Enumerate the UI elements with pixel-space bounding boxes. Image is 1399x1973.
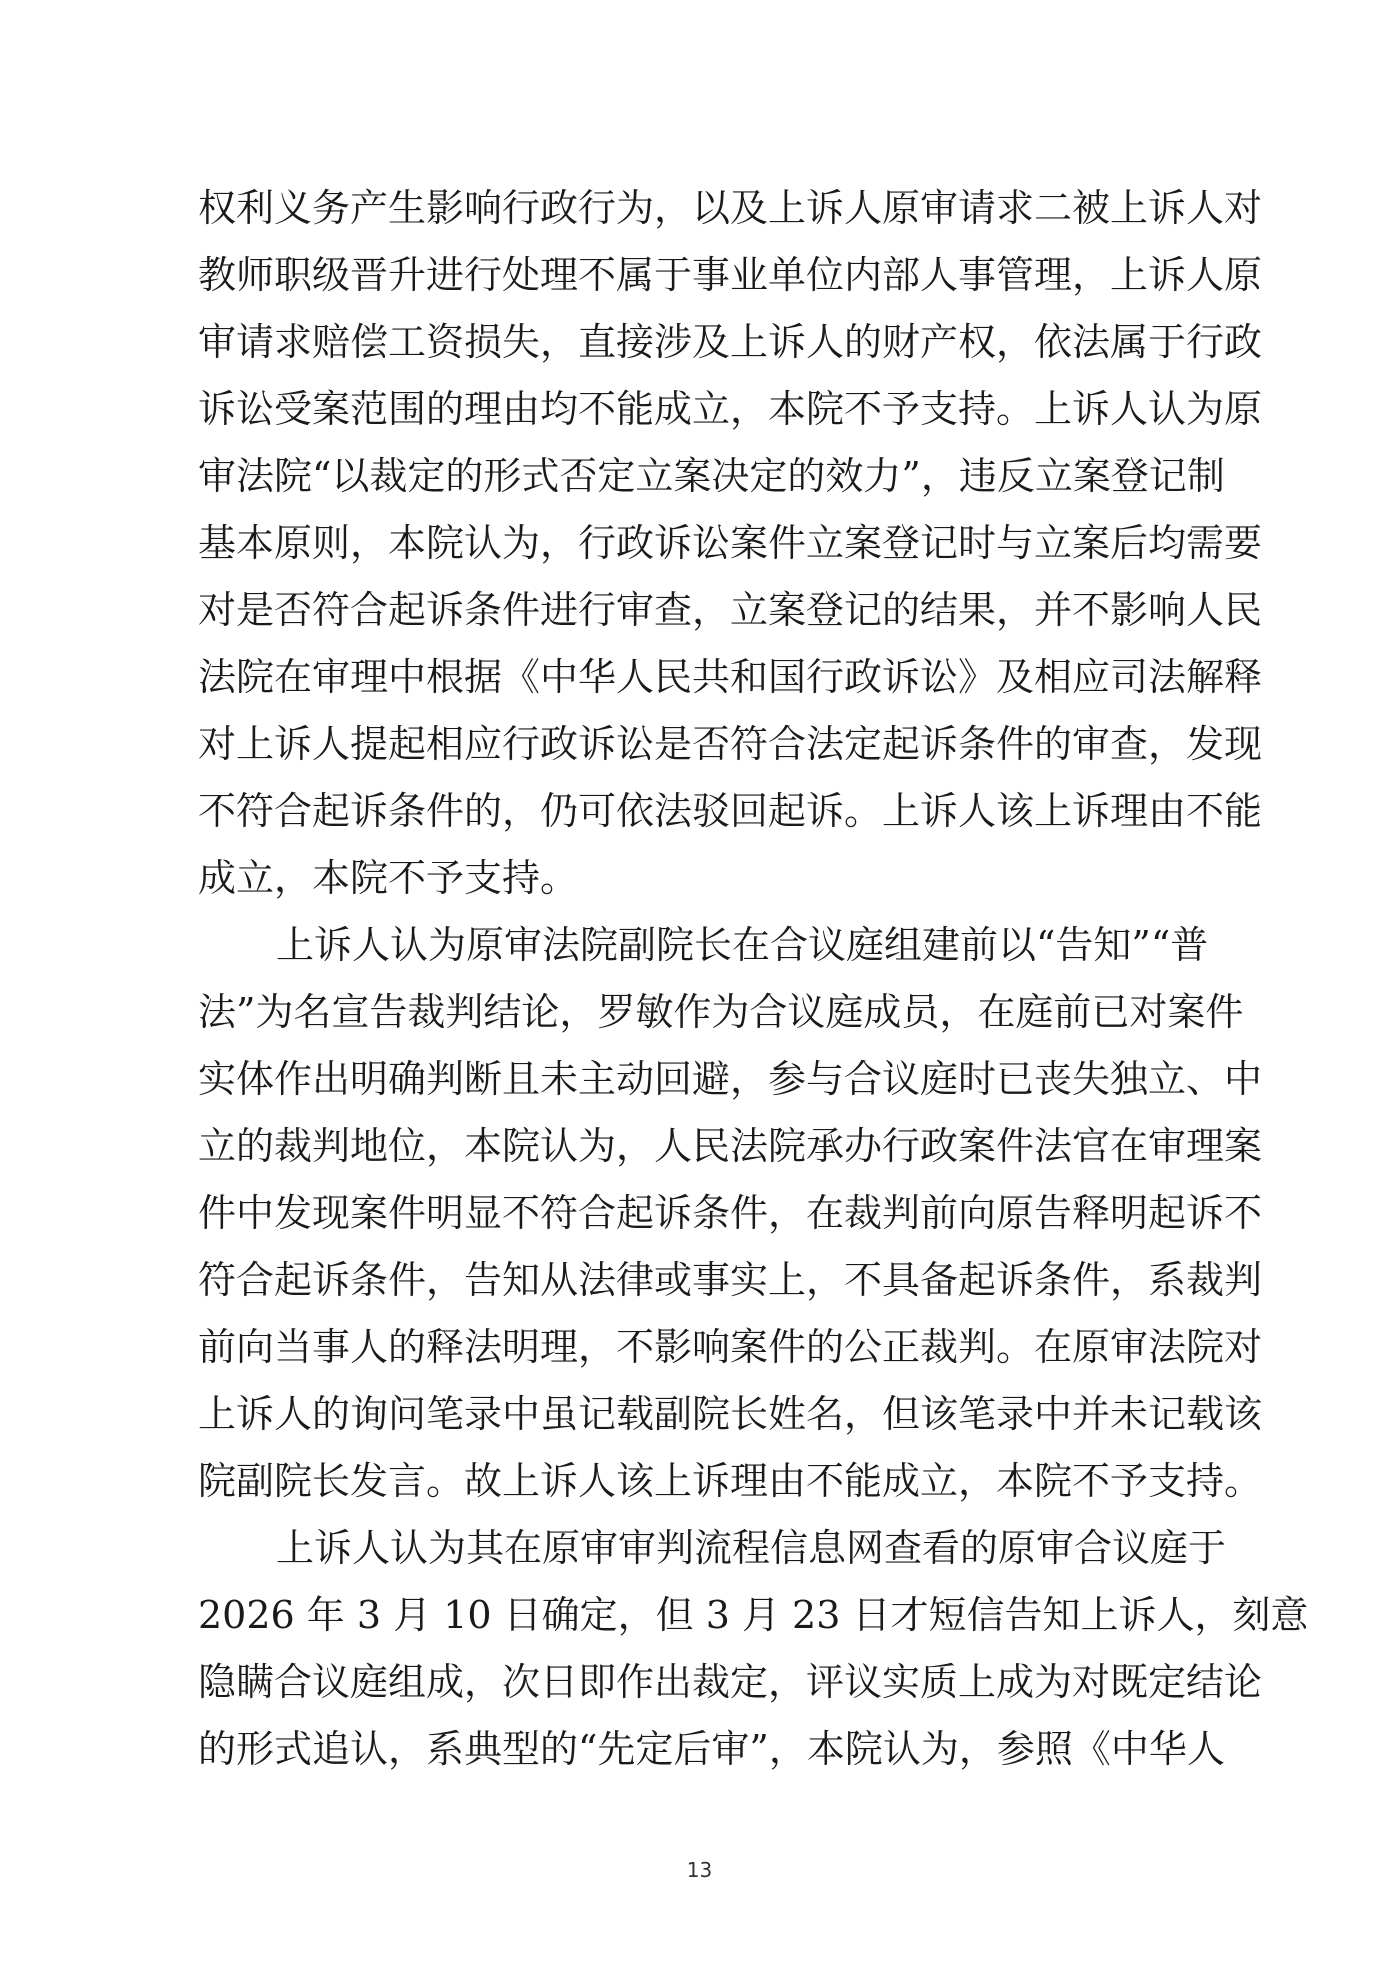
text-line: 对是否符合起诉条件进行审查，立案登记的结果，并不影响人民: [198, 588, 1263, 632]
text-line: 审法院“以裁定的形式否定立案决定的效力”，违反立案登记制: [198, 454, 1225, 498]
text-line: 前向当事人的释法明理，不影响案件的公正裁判。在原审法院对: [198, 1325, 1263, 1369]
text-line: 院副院长发言。故上诉人该上诉理由不能成立，本院不予支持。: [198, 1459, 1263, 1503]
paragraph-first-line: 上诉人认为原审法院副院长在合议庭组建前以“告知”“普: [276, 923, 1209, 967]
text-line: 审请求赔偿工资损失，直接涉及上诉人的财产权，依法属于行政: [198, 320, 1263, 364]
text-line: 件中发现案件明显不符合起诉条件，在裁判前向原告释明起诉不: [198, 1191, 1263, 1235]
text-line: 2026 年 3 月 10 日确定，但 3 月 23 日才短信告知上诉人，刻意: [198, 1593, 1309, 1637]
text-line: 成立，本院不予支持。: [198, 856, 579, 900]
text-line: 法院在审理中根据《中华人民共和国行政诉讼》及相应司法解释: [198, 655, 1263, 699]
text-line: 符合起诉条件，告知从法律或事实上，不具备起诉条件，系裁判: [198, 1258, 1263, 1302]
paragraph-first-line: 上诉人认为其在原审审判流程信息网查看的原审合议庭于: [276, 1526, 1227, 1570]
text-line: 的形式追认，系典型的“先定后审”，本院认为，参照《中华人: [198, 1727, 1225, 1771]
text-line: 隐瞒合议庭组成，次日即作出裁定，评议实质上成为对既定结论: [198, 1660, 1263, 1704]
text-line: 法”为名宣告裁判结论，罗敏作为合议庭成员，在庭前已对案件: [198, 990, 1244, 1034]
text-line: 不符合起诉条件的，仍可依法驳回起诉。上诉人该上诉理由不能: [198, 789, 1263, 833]
text-line: 基本原则，本院认为，行政诉讼案件立案登记时与立案后均需要: [198, 521, 1263, 565]
text-line: 实体作出明确判断且未主动回避，参与合议庭时已丧失独立、中: [198, 1057, 1263, 1101]
document-body: [198, 175, 1309, 1783]
text-line: 诉讼受案范围的理由均不能成立，本院不予支持。上诉人认为原: [198, 387, 1263, 431]
text-line: 上诉人的询问笔录中虽记载副院长姓名，但该笔录中并未记载该: [198, 1392, 1263, 1436]
text-line: 教师职级晋升进行处理不属于事业单位内部人事管理，上诉人原: [198, 253, 1263, 297]
text-line: 立的裁判地位，本院认为，人民法院承办行政案件法官在审理案: [198, 1124, 1263, 1168]
text-line: 权利义务产生影响行政行为，以及上诉人原审请求二被上诉人对: [198, 186, 1263, 230]
text-line: 对上诉人提起相应行政诉讼是否符合法定起诉条件的审查，发现: [198, 722, 1263, 766]
page-number: 13: [686, 1858, 713, 1882]
